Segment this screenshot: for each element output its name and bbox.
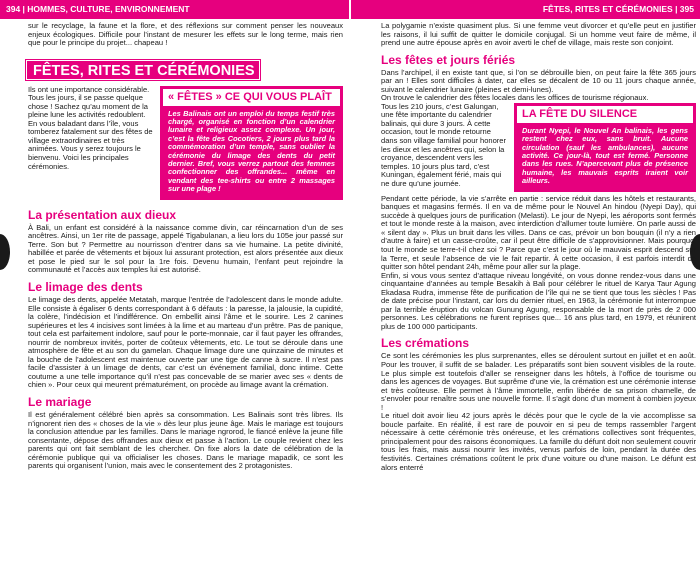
section-text-mariage: Il est généralement célébré bien après sa consommation. Les Balinais sont très libres. Ils n’ignorent rien des « choses de la vie » dès leur plus jeune âge. Mais le mariage est toujours la conclusion attendue par les familles. Dans le mariage ngrorod, le fiancé enlève la jeune fille consentante, dépose des offrandes aux dieux et passe à l’action. Le couple revient chez les parents qui ont fait semblant de les chercher. On fixe alors la date de célébration de la cérémonie publique qui va officialiser les choses. Dans le mariage mapadik, ce sont les parents qui organisent l’union, mais avec le consentement des 2 protagonistes.: [28, 410, 343, 471]
right-page-column: [381, 22, 696, 472]
section-heading-fetes-jours-feries: Les fêtes et jours fériés: [381, 52, 516, 67]
left-edge-tab: [0, 234, 10, 270]
feature-box-title: « FÊTES » CE QUI VOUS PLAÎT: [163, 89, 340, 106]
right-intro-paragraph: [381, 22, 696, 48]
section-heading-presentation: La présentation aux dieux: [28, 207, 177, 222]
section-heading-cremations: Les crémations: [381, 336, 470, 351]
section-heading-limage: Le limage des dents: [28, 279, 143, 294]
header-left: 394 | HOMMES, CULTURE, ENVIRONNEMENT: [6, 4, 190, 14]
chapter-title: FÊTES, RITES ET CÉRÉMONIES: [26, 60, 260, 80]
galungan-paragraph: Tous les 210 jours, c’est Galungan, une fête importante du calendrier balinais, qui dure 3 jours. À cette occasion, tout le monde retourne dans son village familial pour honorer les dieux et les ancêtres qui, selon la croyance, descendent vers les temples. 10 jours plus tard, c’est Kuningan, également férié, mais qui ne dure qu’une journée.: [381, 101, 507, 188]
feature-box-title: LA FÊTE DU SILENCE: [517, 106, 693, 123]
section-text-cremations-b: Le rituel doit avoir lieu 42 jours après le décès pour que le cycle de la vie accomplisse sa boucle parfaite. En réalité, il est rare de pouvoir en si peu de temps rassembler l’argent nécessaire à cette cérémonie très onéreuse, et les crémations collectives sont fréquentes, principalement pour des raisons économiques. La famille du défunt doit non seulement couvrir tous les frais, mais aussi nourrir les invités, venus parfois de loin, pendant la durée des festivités. Certaines crémations coûtent le prix d’une voiture ou d’une maison. Le défunt est alors enterré: [381, 411, 696, 472]
page-header: [0, 0, 700, 19]
feature-box-body: Durant Nyepi, le Nouvel An balinais, les gens restent chez eux, sans bruit. Aucune circulation (sauf les ambulances), aucune activité. Ce jour-là, tout est fermé. Personne dans les rues. N’apercevant plus de présence humaine, les mauvais esprits iraient voir ailleurs.: [522, 125, 688, 186]
feature-box-fetes: [160, 86, 343, 200]
section-text-presentation: À Bali, un enfant est considéré à la naissance comme divin, car réincarnation d’un de ses ancêtres. Ainsi, un 1er rite de passage, appelé Tigabulanan, a lieu lors du 105e jour passé sur Terre. Son but ? Permettre au nourrisson d’entrer dans sa vie humaine. La petite divinité, habillée et parée de vêtements et bijoux lui assurant protection, est alors présentée aux dieux et pose le pied sur le sol pour la 1re fois. Devenu humain, l’enfant peut rejoindre la communauté et l’accès aux temples lui est autorisé.: [28, 222, 343, 275]
section-text-limage: Le limage des dents, appelée Metatah, marque l’entrée de l’adolescent dans le monde adulte. Elle consiste à égaliser 6 dents correspondant à 6 défauts : la paresse, la jalousie, la cupidité, la colère, l’indécision et l’indifférence. On embellit ainsi l’âme et le sourire. Les 2 canines supérieures et les 4 incisives sont limées à la lime et au marteau d’un prêtre. Pas de panique, tout cela est parfaitement indolore, sauf pour le porte-monnaie, car il faut payer les offrandes, nourrir de nombreux invités, porter de coûteux vêtements, etc. Le tout se déroule dans une atmosphère de fête et au son du gamelan. Chaque limage dure une quinzaine de minutes et la bouche de l’adolescent est maintenue ouverte par une tige de canne à sucre. Il n’est pas facile d’assister à un limage de dents, car c’est un événement familial, donc intime. Cette coutume a une telle importance qu’il n’est pas concevable de se marier avec ses « dents de chien ». Pour ceux qui meurent prématurément, on procède au limage avant la crémation.: [28, 294, 343, 390]
feature-box-body: Les Balinais ont un emploi du temps festif très chargé, organisé en fonction d’un calendrier lunaire et religieux assez complexe. Un jour, c’est la fête des Cocotiers, 2 jours plus tard la commémoration d’un temple, sans oublier la cérémonie du limage des dents du petit dernier. Bref, vous verrez partout des femmes confectionner des offrandes... même en vendant des tee-shirts ou entre 2 massages sur une plage !: [168, 108, 335, 194]
nyepi-paragraph: Pendant cette période, la vie s’arrête en partie : service réduit dans les hôtels et restaurants, banques et magasins fermés. Il en va de même pour le Nouvel An hindou (Nyepi Day), qui succède à quelques jours de purification (Melasti). Le jour de Nyepi, les aéroports sont fermés et tout le monde reste à la maison, avec interdiction d’allumer toute lumière. On parle aussi de « silent day ». Plus un bruit dans les villes. Dans ce cas, prévoir un bon bouquin (il n’y a rien d’autre à faire) et un casse-croûte, car il peut être difficile de s’approvisionner. Mais pourquoi tout le monde se terre-t-il chez soi ? Parce que c’est le jour où le mauvais esprit descend sur la Terre, et seule l’absence de vie le fait repartir. À cette occasion, il est parfois interdit de quitter son hôtel pendant 24h, même pour aller sur la plage.: [381, 193, 696, 272]
feature-box-silence: [514, 103, 696, 192]
header-right: FÊTES, RITES ET CÉRÉMONIES | 395: [542, 4, 694, 14]
polygamie-text: La polygamie n’existe quasiment plus. Si une femme veut divorcer et qu’elle peut en justifier les raisons, il lui suffit de quitter le domicile conjugal. Si un homme veut faire de même, il prend une autre épouse après en avoir averti le chef de village, mais reste son conjoint.: [381, 21, 696, 48]
chapter-intro-paragraph: Ils ont une importance considérable. Tous les jours, il se passe quelque chose ! Sachez qu’au moment de la pleine lune les activités redoublent. En vous baladant dans l’île, vous tomberez fatalement sur des fêtes de village extraordinaires et très animées. Vous y serez toujours le bienvenu. Voici les principales cérémonies.: [28, 84, 153, 171]
section-text-fetes-b: On trouve le calendrier des fêtes locales dans les offices de tourisme régionaux.: [381, 93, 649, 103]
left-page-column: [28, 22, 343, 471]
header-gutter: [349, 0, 351, 19]
section-text-cremations-a: Ce sont les cérémonies les plus surprenantes, elles se déroulent surtout en juillet et en août. Pour les trouver, il suffit de se balader. Les préparatifs sont bien souvent visibles de la route. Le plus simple est toutefois d’aller se renseigner dans les hôtels, à l’office de tourisme ou dans les agences de voyages. But suprême d’une vie, la crémation est une cérémonie intense et très coûteuse. Elle permet à l’âme immortelle, enfin libérée de sa prison charnelle, de s’envoler pour renaître sous une nouvelle forme. Il s’agit donc d’un moment à combien joyeux !: [381, 351, 696, 412]
karya-paragraph: Enfin, si vous vous sentez d’attaque niveau longévité, on vous donne rendez-vous dans une cinquantaine d’années au temple Besakih à Bali pour célébrer le rituel de Karya Taur Agung Ekadasa Rudra, immense fête de purification de l’île qui ne se tient que tous les siècles ! Pas de date précise pour l’instant, car lors du dernier rituel, en 1963, la cérémonie fut interrompue par la terrible éruption du volcan Gunung Agung, responsable de la mort de près de 2 000 personnes. Les célébrations ne furent reprises que... 16 ans plus tard, en 1979, et réunirent plus de 100 000 participants.: [381, 270, 696, 331]
left-intro-paragraph: sur le recyclage, la faune et la flore, et des réflexions sur comment penser les nouveaux enjeux écologiques. Difficile pour l’instant de mesurer les effets sur le long terme, mais rien que pour le principe du projet... chapeau !: [28, 21, 343, 48]
section-text-fetes-a: Dans l’archipel, il en existe tant que, si l’on se débrouille bien, on peut faire la fête 365 jours par an ! Elles sont difficiles à dater, car elles se décalent de 10 ou 11 jours chaque année, suivant le calendrier lunaire (pleines et demi-lunes).: [381, 67, 696, 94]
section-heading-mariage: Le mariage: [28, 395, 92, 409]
